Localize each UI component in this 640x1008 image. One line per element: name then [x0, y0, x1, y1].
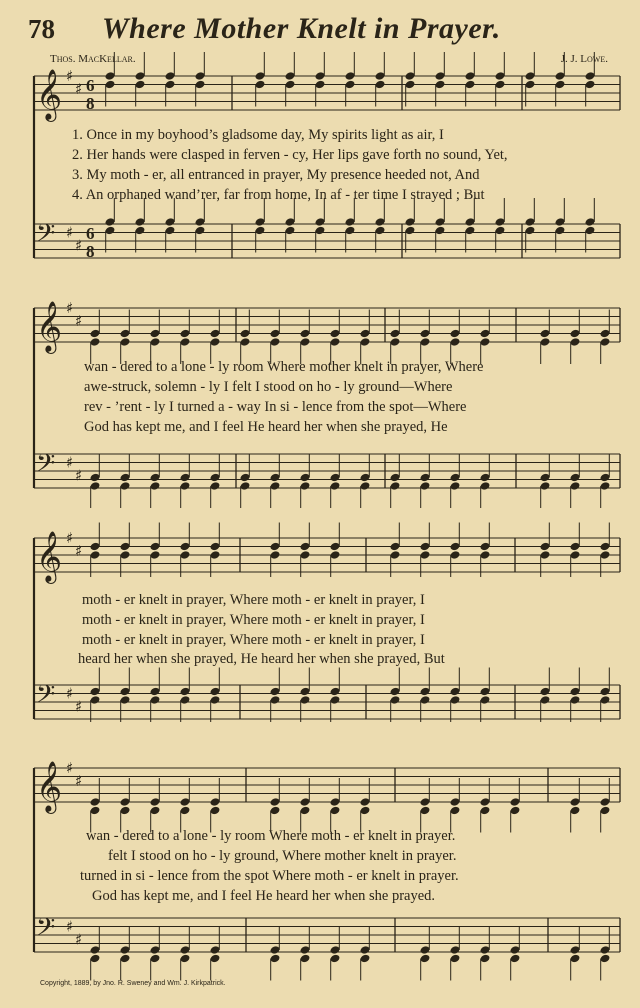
sharp-sign: ♯ [66, 67, 74, 85]
sharp-sign: ♯ [66, 299, 74, 317]
treble-clef: 𝄞 [36, 301, 63, 352]
time-signature-bottom: 8 [86, 242, 95, 261]
lyric-line-s4-v2: felt I stood on ho - ly ground, Where mother knelt in prayer. [108, 848, 457, 864]
lyric-line-s4-v1: wan - dered to a lone - ly room Where moth - er knelt in prayer. [86, 828, 456, 844]
lyric-line-s1-v3: 3. My moth - er, all entranced in prayer, My presence heeded not, And [72, 167, 480, 183]
lyric-line-s2-v4: God has kept me, and I feel He heard her when she prayed, He [84, 419, 448, 435]
sharp-sign: ♯ [66, 917, 74, 936]
bass-clef: 𝄢 [36, 913, 56, 948]
time-signature-top: 6 [86, 76, 95, 95]
sharp-sign: ♯ [75, 466, 83, 485]
sharp-sign: ♯ [75, 541, 83, 560]
copyright-notice: Copyright, 1889, by Jno. R. Sweney and Wm. J. Kirkpatrick. [40, 980, 226, 987]
lyric-line-s2-v2: awe-struck, solemn - ly I felt I stood on ho - ly ground—Where [84, 379, 453, 395]
sharp-sign: ♯ [75, 771, 83, 790]
lyric-line-s4-v3: turned in si - lence from the spot Where moth - er knelt in prayer. [80, 868, 459, 884]
time-signature-bottom: 8 [86, 94, 95, 113]
lyric-line-s3-v1: moth - er knelt in prayer, Where moth - er knelt in prayer, I [82, 592, 425, 608]
lyric-line-s3-v2: moth - er knelt in prayer, Where moth - er knelt in prayer, I [82, 612, 425, 628]
sharp-sign: ♯ [75, 311, 83, 330]
sharp-sign: ♯ [75, 236, 83, 255]
bass-clef: 𝄢 [36, 219, 56, 254]
treble-clef: 𝄞 [36, 531, 63, 582]
bass-clef: 𝄢 [36, 449, 56, 484]
sharp-sign: ♯ [66, 759, 74, 777]
lyricist-credit: Thos. MacKellar. [50, 53, 136, 65]
sharp-sign: ♯ [66, 223, 74, 242]
sharp-sign: ♯ [75, 79, 83, 98]
lyric-line-s4-v4: God has kept me, and I feel He heard her when she prayed. [92, 888, 436, 904]
sharp-sign: ♯ [75, 930, 83, 949]
lyric-line-s1-v1: 1. Once in my boyhood’s gladsome day, My spirits light as air, I [72, 127, 444, 143]
lyric-line-s1-v4: 4. An orphaned wand’rer, far from home, In af - ter time I strayed ; But [72, 187, 485, 203]
time-signature-top: 6 [86, 224, 95, 243]
page-number: 78 [28, 14, 55, 44]
lyric-line-s3-v4: heard her when she prayed, He heard her when she prayed, But [78, 651, 445, 667]
lyric-line-s2-v3: rev - ’rent - ly I turned a - way In si - lence from the spot—Where [84, 399, 467, 415]
sharp-sign: ♯ [66, 684, 74, 703]
sharp-sign: ♯ [66, 529, 74, 547]
lyric-line-s3-v3: moth - er knelt in prayer, Where moth - er knelt in prayer, I [82, 632, 425, 648]
lyric-line-s2-v1: wan - dered to a lone - ly room Where mother knelt in prayer, Where [84, 359, 484, 375]
treble-clef: 𝄞 [36, 761, 63, 812]
composer-credit: J. J. Lowe. [560, 53, 608, 65]
bass-clef: 𝄢 [36, 680, 56, 715]
sharp-sign: ♯ [75, 697, 83, 716]
lyric-line-s1-v2: 2. Her hands were clasped in ferven - cy, Her lips gave forth no sound, Yet, [72, 147, 508, 163]
treble-clef: 𝄞 [36, 69, 63, 120]
hymn-title: Where Mother Knelt in Prayer. [102, 12, 501, 45]
sharp-sign: ♯ [66, 453, 74, 472]
